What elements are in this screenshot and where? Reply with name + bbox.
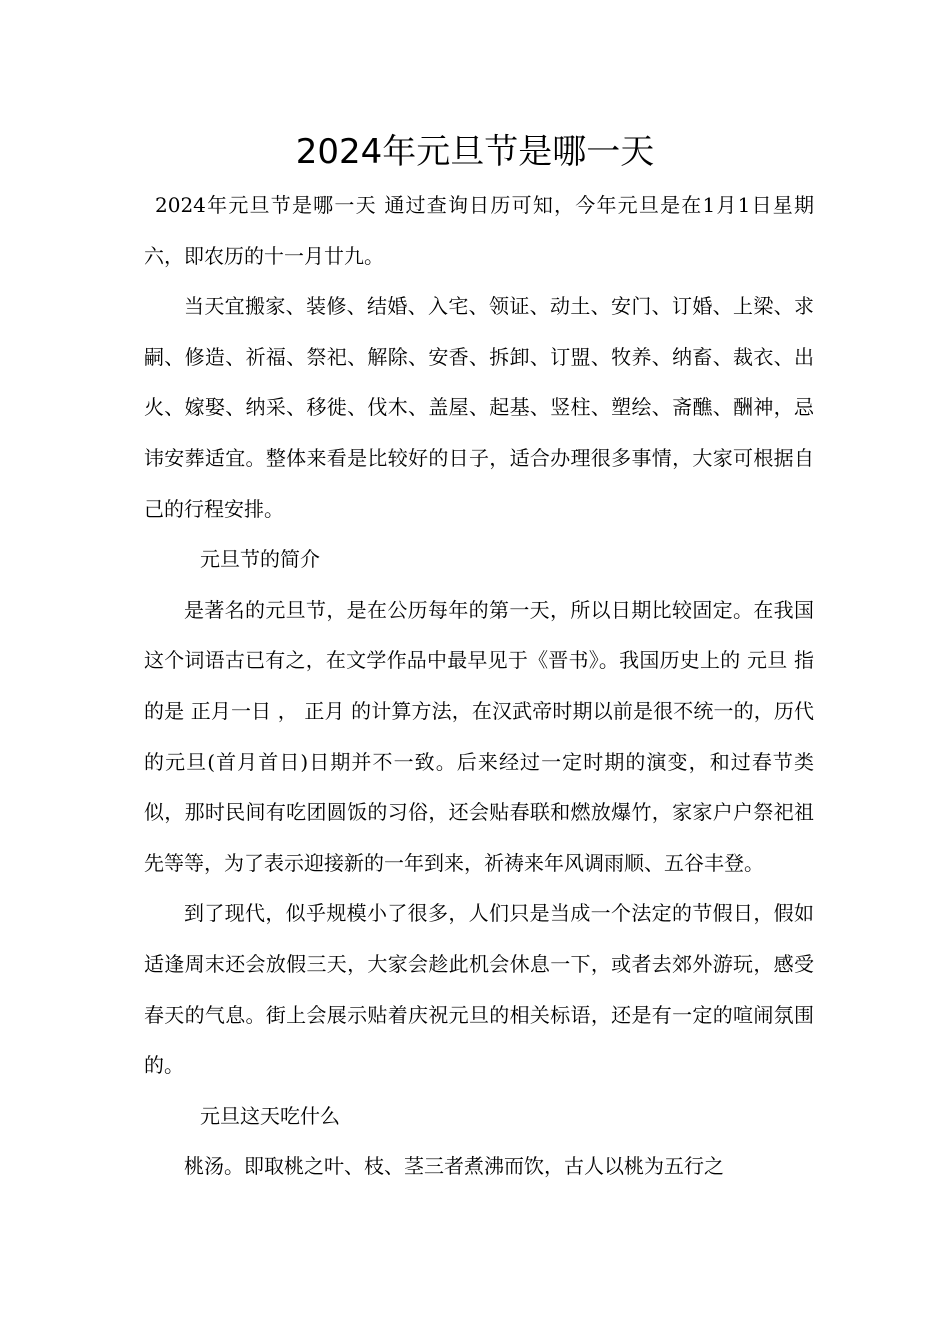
section-heading-introduction: 元旦节的简介 (200, 547, 320, 572)
section-heading-food: 元旦这天吃什么 (200, 1103, 340, 1128)
page-title: 2024年元旦节是哪一天 (295, 132, 655, 172)
paragraph-peach-soup: 桃汤。即取桃之叶、枝、茎三者煮沸而饮，古人以桃为五行之 (184, 1154, 724, 1179)
paragraph-date-info: 2024年元旦节是哪一天 通过查询日历可知，今年元旦是在1月1日星期六，即农历的十一月廿九。 (144, 193, 814, 268)
document-body (144, 180, 814, 1192)
paragraph-modern-day: 到了现代，似乎规模小了很多，人们只是当成一个法定的节假日，假如适逢周末还会放假三天，大家会趁此机会休息一下，或者去郊外游玩，感受春天的气息。街上会展示贴着庆祝元旦的相关标语，还是有一定的喧闹氛围的。 (144, 901, 814, 1078)
paragraph-auspicious-activities: 当天宜搬家、装修、结婚、入宅、领证、动土、安门、订婚、上梁、求嗣、修造、祈福、祭祀、解除、安香、拆卸、订盟、牧养、纳畜、裁衣、出火、嫁娶、纳采、移徙、伐木、盖屋、起基、竖柱、塑绘、斋醮、酬神，忌讳安葬适宜。整体来看是比较好的日子，适合办理很多事情，大家可根据自己的行程安排。 (144, 294, 814, 521)
paragraph-history: 是著名的元旦节，是在公历每年的第一天，所以日期比较固定。在我国这个词语古已有之，在文学作品中最早见于《晋书》。我国历史上的 元旦 指的是 正月一日 ， 正月 的计算方法，在汉武帝时期以前是很不统一的，历代的元旦(首月首日)日期并不一致。后来经过一定时期的演变，和过春节类似，那时民间有吃团圆饭的习俗，还会贴春联和燃放爆竹，家家户户祭祀祖先等等，为了表示迎接新的一年到来，祈祷来年风调雨顺、五谷丰登。 (144, 597, 814, 875)
